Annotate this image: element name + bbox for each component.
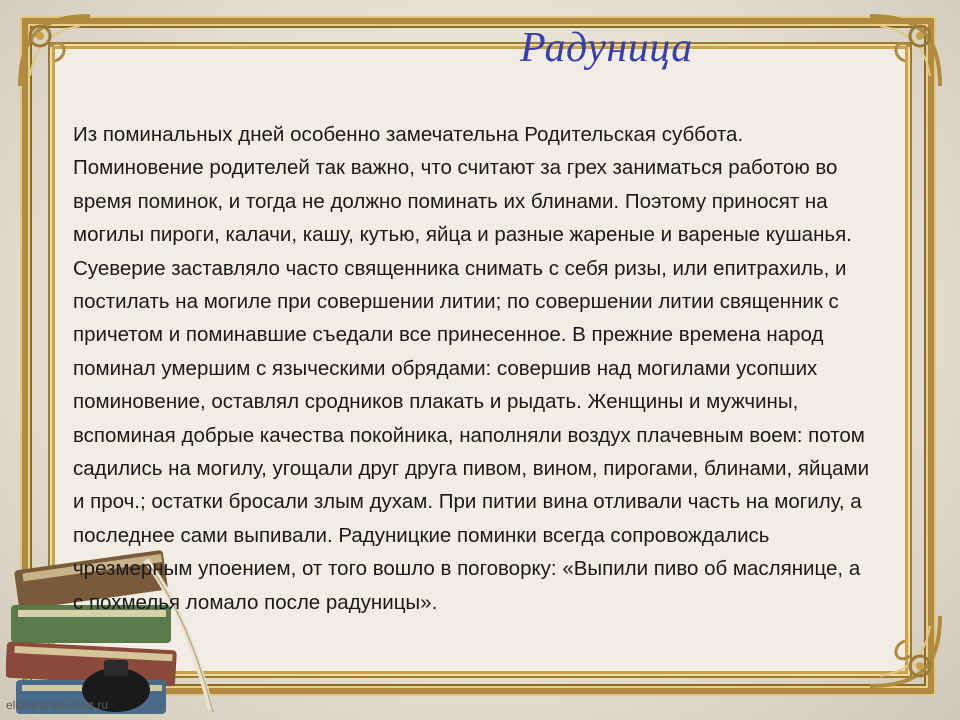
slide-title: Радуница: [520, 25, 693, 71]
source-watermark: elenaranko.ucoz.ru: [6, 698, 109, 712]
ornamental-scroll-icon: [860, 606, 950, 696]
ornamental-scroll-icon: [10, 6, 100, 96]
ornamental-scroll-icon: [860, 6, 950, 96]
body-paragraph: Из поминальных дней особенно замечательна Родительская суббота. Поминовение родителей так важно, что считают за грех заниматься работою во время поминок, и тогда не должно поминать их блинами. Поэтому приносят на могилы пироги, калачи, кашу, кутью, яйца и разные жареные и вареные кушанья. Суеверие заставляло часто священника снимать с себя ризы, или епитрахиль, и постилать на могиле при совершении литии; по совершении литии священник с причетом и поминавшие съедали все принесенное. В прежние времена народ поминал умершим с языческими обрядами: совершив над могилами усопших поминовение, оставлял сродников плакать и рыдать. Женщины и мужчины, вспоминая добрые качества покойника, наполняли воздух плачевным воем: потом садились на могилу, угощали друг друга пивом, вином, пирогами, блинами, яйцами и проч.; остатки бросали злым духам. При питии вина отливали часть на могилу, а последнее сами выпивали. Радуницкие поминки всегда сопровождались чрезмерным упоением, от того вошло в поговорку: «Выпили пиво об маслянице, а с похмелья ломало после радуницы».: [73, 123, 870, 614]
